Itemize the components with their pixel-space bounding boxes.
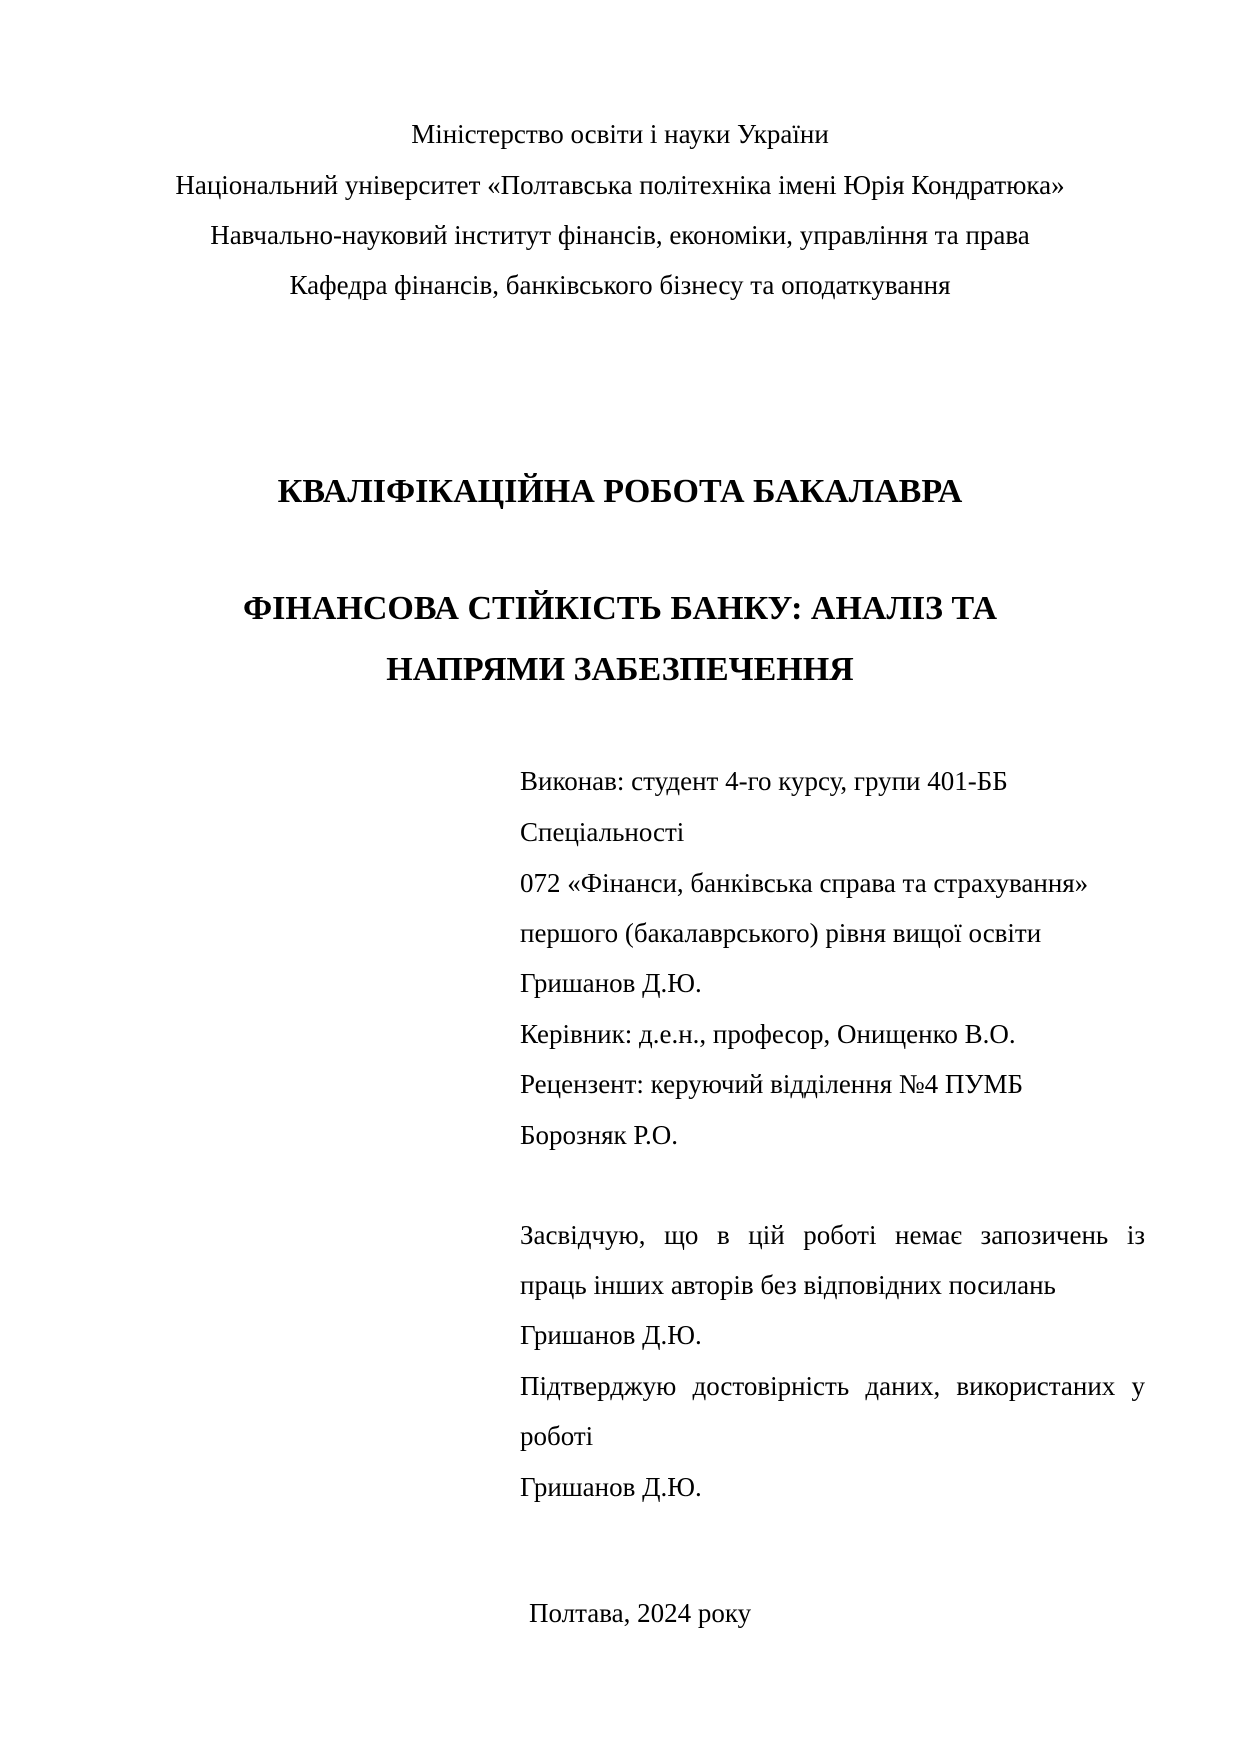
student-line: Виконав: студент 4-го курсу, групи 401-ББ (520, 766, 1008, 796)
institute-line: Навчально-науковий інститут фінансів, економіки, управління та права (210, 220, 1030, 250)
university-line: Національний університет «Полтавська політехніка імені Юрія Кондратюка» (175, 170, 1065, 200)
declaration-line-1: Засвідчую, що в цій роботі немає запозичень із (520, 1220, 1145, 1250)
topic-heading-line-2: НАПРЯМИ ЗАБЕЗПЕЧЕННЯ (386, 651, 854, 688)
topic-heading-line-1: ФІНАНСОВА СТІЙКІСТЬ БАНКУ: АНАЛІЗ ТА (242, 590, 998, 627)
place-and-year: Полтава, 2024 року (529, 1598, 752, 1628)
ministry-line: Міністерство освіти і науки України (411, 119, 829, 149)
reviewer-line: Рецензент: керуючий відділення №4 ПУМБ (520, 1069, 1024, 1099)
work-type-heading: КВАЛІФІКАЦІЙНА РОБОТА БАКАЛАВРА (277, 473, 963, 510)
student-name: Гришанов Д.Ю. (520, 968, 702, 998)
specialty-name: 072 «Фінанси, банківська справа та страхування» (520, 868, 1089, 898)
reviewer-name: Борозняк Р.О. (520, 1120, 679, 1150)
declaration-line-2: праць інших авторів без відповідних посилань (520, 1270, 1056, 1300)
confirmation-signature: Гришанов Д.Ю. (520, 1472, 702, 1502)
specialty-label: Спеціальності (520, 817, 685, 847)
department-line: Кафедра фінансів, банківського бізнесу та оподаткування (289, 270, 951, 300)
confirmation-line-2: роботі (520, 1421, 594, 1451)
supervisor-line: Керівник: д.е.н., професор, Онищенко В.О. (520, 1019, 1016, 1049)
declaration-signature: Гришанов Д.Ю. (520, 1320, 702, 1350)
confirmation-line-1: Підтверджую достовірність даних, використаних у (520, 1371, 1145, 1401)
education-level: першого (бакалаврського) рівня вищої освіти (520, 918, 1042, 948)
